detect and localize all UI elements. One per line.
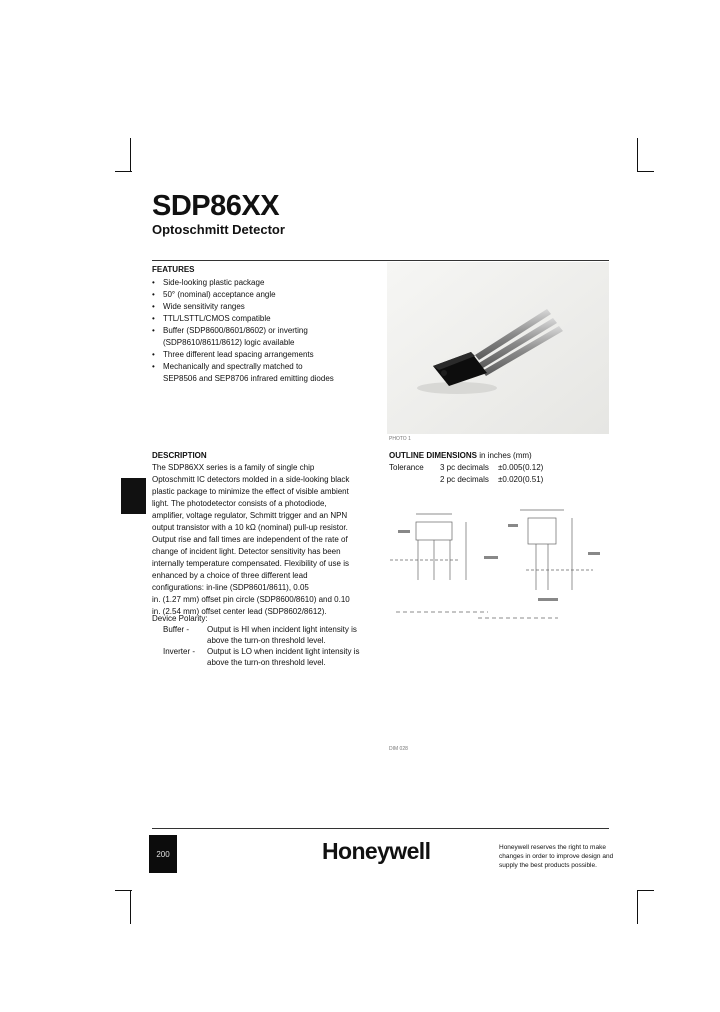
page-title: SDP86XX	[152, 190, 280, 222]
photo-caption: PHOTO 1	[389, 436, 411, 442]
outline-drawing	[388, 500, 613, 635]
crop-mark-top-right-v	[637, 138, 638, 172]
feature-item: • 50° (nominal) acceptance angle	[152, 289, 377, 301]
description-heading: DESCRIPTION	[152, 451, 207, 460]
polarity-row-buffer: Buffer - Output is HI when incident light intensity is above the turn-on threshold level.	[163, 625, 357, 645]
features-divider	[152, 260, 609, 261]
tolerance-table: Tolerance 3 pc decimals ±0.005(0.12) 2 pc decimals ±0.020(0.51)	[389, 463, 544, 484]
features-heading: FEATURES	[152, 265, 195, 274]
crop-mark-top-right-h	[637, 171, 654, 172]
crop-mark-top-left-h	[115, 171, 132, 172]
drawing-reference: DIM 028	[389, 746, 408, 752]
polarity-table	[163, 624, 367, 668]
page-subtitle: Optoschmitt Detector	[152, 222, 285, 237]
crop-mark-bottom-right-v	[637, 890, 638, 924]
crop-mark-bottom-left-v	[130, 890, 131, 924]
section-tab-marker	[121, 478, 146, 514]
feature-item: • Mechanically and spectrally matched to SEP8506 and SEP8706 infrared emitting diodes	[152, 361, 377, 385]
footer-notice: Honeywell reserves the right to make changes in order to improve design and supply the best products possible.	[499, 844, 614, 869]
phototransistor-illustration	[387, 262, 609, 434]
honeywell-logo: Honeywell	[322, 838, 431, 864]
crop-mark-bottom-left-h	[115, 890, 132, 891]
polarity-heading: Device Polarity:	[152, 614, 208, 623]
features-list	[152, 277, 377, 385]
crop-mark-top-left-v	[130, 138, 131, 172]
footer-divider	[152, 828, 609, 829]
feature-item: • TTL/LSTTL/CMOS compatible	[152, 313, 377, 325]
feature-item: • Wide sensitivity ranges	[152, 301, 377, 313]
crop-mark-bottom-right-h	[637, 890, 654, 891]
description-text: The SDP86XX series is a family of single chip Optoschmitt IC detectors molded in a side-looking black plastic package to minimize the effect of visible ambient light. The photodetector consists of a photodiode, amplifier, voltage regulator, Schmitt trigger and an NPN output transistor with a 10 kΩ (nominal) pull-up resistor. Output rise and fall times are independent of the rate of change of incident light. Detector sensitivity has been internally temperature compensated. Flexibility of use is enhanced by a choice of three different lead configurations: in-line (SDP8601/8611), 0.05 in. (1.27 mm) offset pin circle (SDP8600/8610) and 0.10 in. (2.54 mm) offset center lead (SDP8602/8612).	[152, 463, 350, 616]
polarity-row-inverter: Inverter - Output is LO when incident light intensity is above the turn-on threshold level.	[163, 647, 360, 667]
feature-item: • Three different lead spacing arrangements	[152, 349, 377, 361]
feature-item: • Buffer (SDP8600/8601/8602) or inverting (SDP8610/8611/8612) logic available	[152, 325, 377, 349]
outline-dimensions-heading: OUTLINE DIMENSIONS in inches (mm)	[389, 451, 532, 460]
page-number: 200	[149, 835, 177, 873]
feature-item: • Side-looking plastic package	[152, 277, 377, 289]
product-photo	[387, 262, 609, 434]
